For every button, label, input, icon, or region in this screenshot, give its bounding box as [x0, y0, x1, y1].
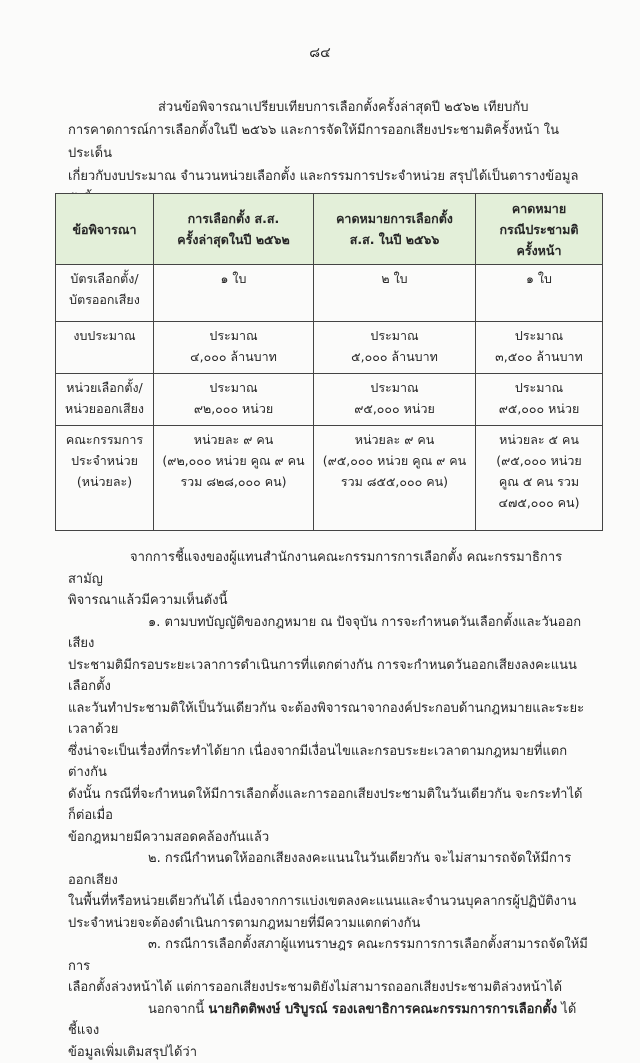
header-cell-2566: คาดหมายการเลือกตั้ง ส.ส. ในปี ๒๕๖๖ [314, 194, 476, 265]
table-cell: ประมาณ ๙๕,๐๐๐ หน่วย [314, 374, 476, 426]
table-row [56, 322, 603, 374]
table-cell: ๒ ใบ [314, 265, 476, 322]
table-cell: ประมาณ ๓,๕๐๐ ล้านบาท [476, 322, 603, 374]
paragraph-line [68, 999, 588, 1042]
paragraph-line: เลือกตั้งล่วงหน้าได้ แต่การออกเสียงประชามติยังไม่สามารถออกเสียงประชามติล่วงหน้าได้ [68, 977, 588, 999]
table-cell: ประมาณ ๕,๐๐๐ ล้านบาท [314, 322, 476, 374]
table-cell: บัตรเลือกตั้ง/ บัตรออกเสียง [56, 265, 154, 322]
table-row [56, 374, 603, 426]
paragraph-text: ได้ชี้แจง [68, 1002, 576, 1039]
table-cell: ๑ ใบ [476, 265, 603, 322]
body-text [68, 547, 588, 1063]
paragraph-line: ข้อมูลเพิ่มเติมสรุปได้ว่า [68, 1042, 588, 1063]
paragraph-line: ในพื้นที่หรือหน่วยเดียวกันได้ เนื่องจากการแบ่งเขตลงคะแนนและจำนวนบุคลากรผู้ปฏิบัติงาน [68, 891, 588, 913]
paragraph-line: ข้อกฎหมายมีความสอดคล้องกันแล้ว [68, 827, 588, 849]
speaker-name: นายกิตติพงษ์ บริบูรณ์ รองเลขาธิการคณะกรรมการการเลือกตั้ง [208, 1002, 557, 1017]
intro-line: ส่วนข้อพิจารณาเปรียบเทียบการเลือกตั้งครั้งล่าสุดปี ๒๕๖๒ เทียบกับ [68, 96, 584, 119]
table-cell: หน่วยละ ๕ คน (๙๕,๐๐๐ หน่วย คูณ ๕ คน รวม ๔๗๕,๐๐๐ คน) [476, 426, 603, 531]
intro-line: เกี่ยวกับงบประมาณ จำนวนหน่วยเลือกตั้ง และกรรมการประจำหน่วย สรุปได้เป็นตารางข้อมูล [68, 165, 584, 211]
table-row [56, 265, 603, 322]
paragraph-line: ซึ่งน่าจะเป็นเรื่องที่กระทำได้ยาก เนื่องจากมีเงื่อนไขและกรอบระยะเวลาตามกฎหมายที่แตกต่างกัน [68, 741, 588, 784]
paragraph-line: ประจำหน่วยจะต้องดำเนินการตามกฎหมายที่มีความแตกต่างกัน [68, 913, 588, 935]
paragraph-line: ๑. ตามบทบัญญัติของกฎหมาย ณ ปัจจุบัน การจะกำหนดวันเลือกตั้งและวันออกเสียง [68, 612, 588, 655]
page-number: ๘๔ [0, 42, 640, 64]
header-cell-criteria: ข้อพิจารณา [56, 194, 154, 265]
paragraph-line: และวันทำประชามติให้เป็นวันเดียวกัน จะต้องพิจารณาจากองค์ประกอบด้านกฎหมายและระยะเวลาด้วย [68, 698, 588, 741]
header-cell-2562: การเลือกตั้ง ส.ส. ครั้งล่าสุดในปี ๒๕๖๒ [154, 194, 314, 265]
paragraph-line: ประชามติมีกรอบระยะเวลาการดำเนินการที่แตกต่างกัน การจะกำหนดวันออกเสียงลงคะแนนเลือกตั้ง [68, 655, 588, 698]
table-cell: คณะกรรมการ ประจำหน่วย (หน่วยละ) [56, 426, 154, 531]
table-cell: ประมาณ ๔,๐๐๐ ล้านบาท [154, 322, 314, 374]
table-cell: ๑ ใบ [154, 265, 314, 322]
intro-line: การคาดการณ์การเลือกตั้งในปี ๒๕๖๖ และการจัดให้มีการออกเสียงประชามติครั้งหน้า ในประเด็น [68, 119, 584, 165]
table-cell: ประมาณ ๙๒,๐๐๐ หน่วย [154, 374, 314, 426]
table-cell: หน่วยละ ๙ คน (๙๒,๐๐๐ หน่วย คูณ ๙ คน รวม ๘๒๘,๐๐๐ คน) [154, 426, 314, 531]
table-row [56, 426, 603, 531]
table-cell: หน่วยละ ๙ คน (๙๕,๐๐๐ หน่วย คูณ ๙ คน รวม ๘๕๕,๐๐๐ คน) [314, 426, 476, 531]
paragraph-text: นอกจากนี้ [148, 1002, 208, 1017]
comparison-table [55, 193, 603, 531]
paragraph-line: ดังนั้น กรณีที่จะกำหนดให้มีการเลือกตั้งและการออกเสียงประชามติในวันเดียวกัน จะกระทำได้ก็ต่อเมื่อ [68, 784, 588, 827]
paragraph-line: จากการชี้แจงของผู้แทนสำนักงานคณะกรรมการการเลือกตั้ง คณะกรรมาธิการสามัญ [68, 547, 588, 590]
paragraph-line: ๓. กรณีการเลือกตั้งสภาผู้แทนราษฎร คณะกรรมการการเลือกตั้งสามารถจัดให้มีการ [68, 934, 588, 977]
table-cell: งบประมาณ [56, 322, 154, 374]
paragraph-line: ๒. กรณีกำหนดให้ออกเสียงลงคะแนนในวันเดียวกัน จะไม่สามารถจัดให้มีการออกเสียง [68, 848, 588, 891]
table-cell: ประมาณ ๙๕,๐๐๐ หน่วย [476, 374, 603, 426]
paragraph-line: พิจารณาแล้วมีความเห็นดังนี้ [68, 590, 588, 612]
table-cell: หน่วยเลือกตั้ง/ หน่วยออกเสียง [56, 374, 154, 426]
table-header-row [56, 194, 603, 265]
header-cell-referendum: คาดหมาย กรณีประชามติ ครั้งหน้า [476, 194, 603, 265]
